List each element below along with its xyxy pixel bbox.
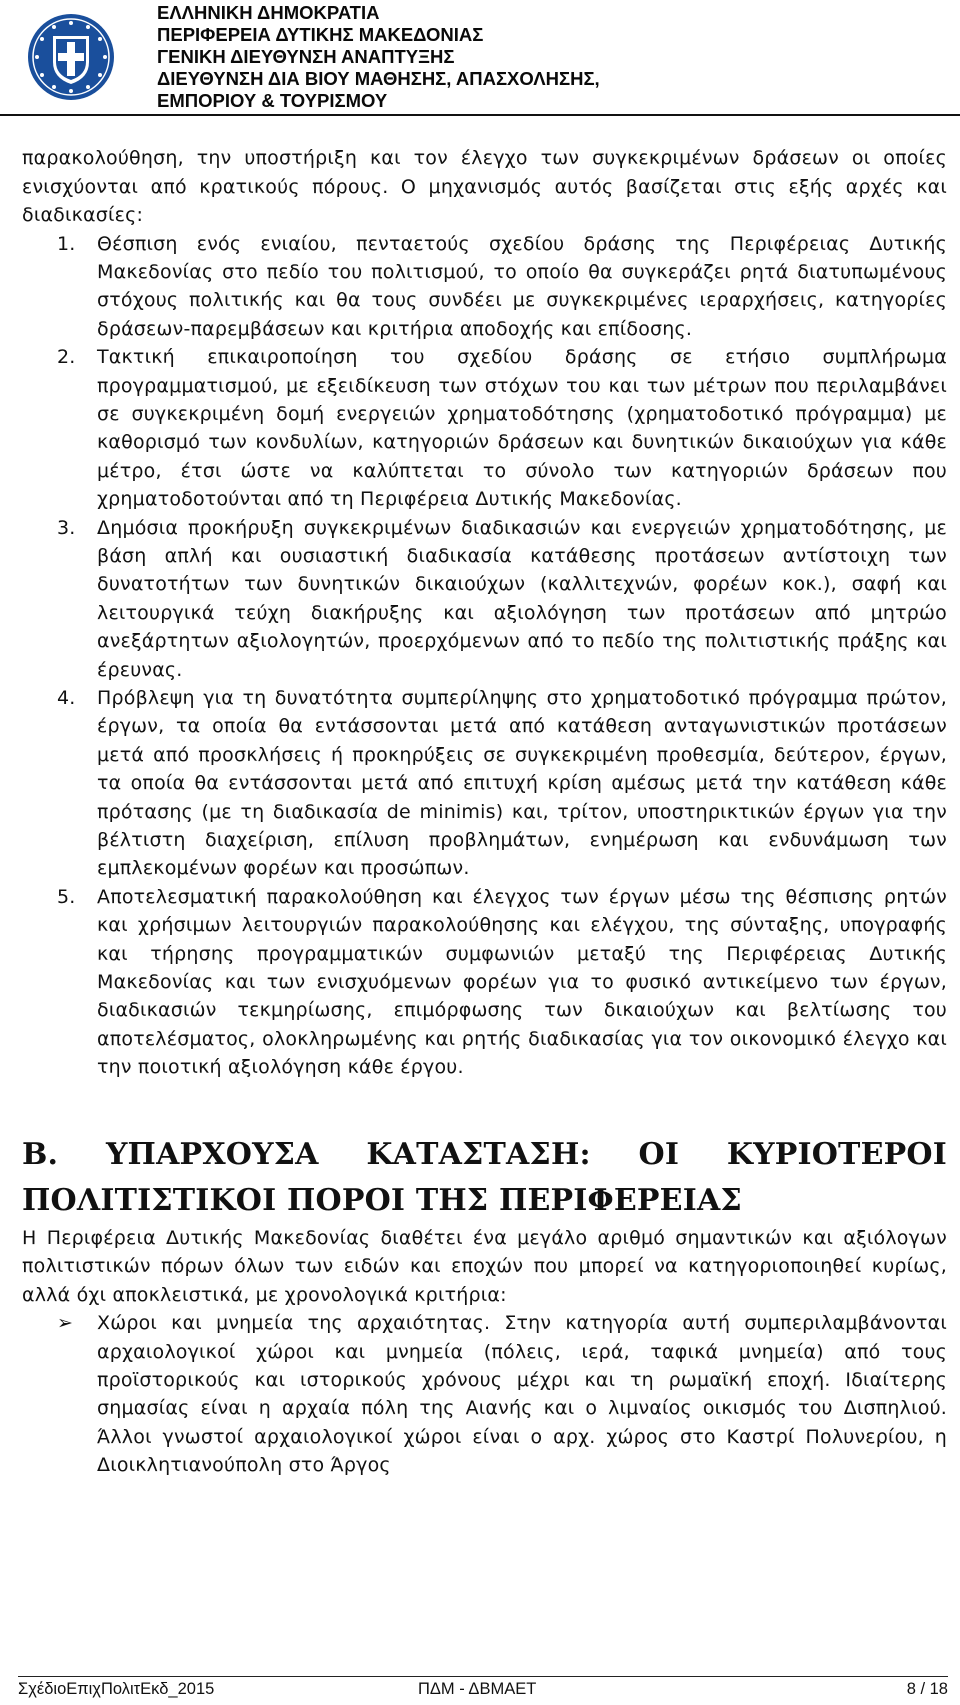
header-divider (0, 114, 960, 116)
greek-emblem-icon (26, 12, 116, 102)
list-item (22, 1309, 947, 1479)
list-item-text: Χώροι και μνημεία της αρχαιότητας. Στην κατηγορία αυτή συμπεριλαμβάνονται αρχαιολογικοί χώροι και μνημεία (πόλεις, ιερά, ταφικά μνημεία) από τους προϊστορικούς και ιστορικούς χρόνους μέχρι και τη ρωμαϊκή εποχή. Ιδιαίτερης σημασίας είναι η αρχαία πόλη της Αιανής και ο λιμναίος οικισμός του Δισπηλιού. Άλλοι γνωστοί αρχαιολογικοί χώροι είναι ο αρχ. χώρος στο Καστρί Πολυνερίου, η Διοικλητιανούπολη στο Άργος (97, 1312, 947, 1477)
list-item (22, 883, 947, 1082)
header-line: ΓΕΝΙΚΗ ΔΙΕΥΘΥΝΣΗ ΑΝΑΠΤΥΞΗΣ (157, 46, 455, 67)
footer-page-number: 8 / 18 (906, 1680, 948, 1698)
section-heading (22, 1132, 947, 1224)
list-number: 3. (57, 516, 76, 539)
list-item-text: Θέσπιση ενός ενιαίου, πενταετούς σχεδίου δράσης της Περιφέρειας Δυτικής Μακεδονίας στο πεδίο του πολιτισμού, το οποίο θα συγκεράζει ρητά διατυπωμένους στόχους πολιτικής και θα τους συνδέει με συγκεκριμένες ιεραρχήσεις, κατηγορίες δράσεων-παρεμβάσεων και κριτήρια αποδοχής και επίδοσης. (97, 232, 947, 340)
footer-department: ΠΔΜ - ΔΒΜΑΕΤ (418, 1680, 537, 1698)
list-number: 5. (57, 885, 76, 908)
heading-word: ΚΥΡΙΟΤΕΡΟΙ (726, 1136, 947, 1172)
list-item-text: Δημόσια προκήρυξη συγκεκριμένων διαδικασιών και ενεργειών χρηματοδότησης, με βάση απλή και ουσιαστική διαδικασία κατάθεσης προτάσεων αντίστοιχη των δυνατοτήτων των δυνητικών δικαιούχων (καλλιτεχνών, φορέων κοκ.), σαφή και λειτουργικά τεύχη διακήρυξης και αξιολόγηση των προτάσεων από μητρώο ανεξάρτητων αξιολογητών, προερχόμενων από το πεδίο της πολιτιστικής πράξης και έρευνας. (97, 516, 947, 681)
heading-word: B. (22, 1136, 59, 1172)
list-item (22, 514, 947, 684)
page-header (0, 0, 960, 116)
section-intro-paragraph: Η Περιφέρεια Δυτικής Μακεδονίας διαθέτει ένα μεγάλο αριθμό σημαντικών και αξιόλογων πολιτιστικών πόρων όλων των ειδών και εποχών που μπορεί να κατηγοριοποιηθεί κυρίως, αλλά όχι αποκλειστικά, με χρονολογικά κριτήρια: (22, 1226, 947, 1306)
arrow-bullet-icon: ➢ (57, 1312, 74, 1335)
bullet-list (22, 1309, 947, 1479)
header-line: ΔΙΕΥΘΥΝΣΗ ΔΙΑ ΒΙΟΥ ΜΑΘΗΣΗΣ, ΑΠΑΣΧΟΛΗΣΗΣ, (157, 68, 600, 89)
list-item (22, 684, 947, 883)
heading-word: ΚΑΤΑΣΤΑΣΗ: (366, 1136, 591, 1172)
list-item-text: Τακτική επικαιροποίηση του σχεδίου δράσης σε ετήσιο συμπλήρωμα προγραμματισμού, με εξειδίκευση των στόχων του και των μέτρων που περιλαμβάνει σε συγκεκριμένη δομή ενεργειών χρηματοδότησης (χρηματοδοτικό πρόγραμμα) με καθορισμό των κονδυλίων, κατηγοριών δράσεων και δυνητικών δικαιούχων για κάθε μέτρο, έτσι ώστε να καλύπτεται το σύνολο των κατηγοριών δράσεων που χρηματοδοτούνται από τη Περιφέρεια Δυτικής Μακεδονίας. (97, 346, 947, 511)
heading-word: ΥΠΑΡΧΟΥΣΑ (105, 1136, 319, 1172)
header-line: ΕΛΛΗΝΙΚΗ ΔΗΜΟΚΡΑΤΙΑ (157, 2, 380, 23)
list-number: 2. (57, 346, 76, 369)
list-item (22, 230, 947, 344)
list-item-text: Αποτελεσματική παρακολούθηση και έλεγχος των έργων μέσω της θέσπισης ρητών και χρήσιμων λειτουργιών παρακολούθησης και ελέγχου, της σύνταξης, υπογραφής και τήρησης προγραμματικών συμφωνιών μεταξύ της Περιφέρειας Δυτικής Μακεδονίας και των ενισχυόμενων φορέων για το φυσικό αντικείμενο των έργων, διαδικασιών τεκμηρίωσης, επιμόρφωσης των δικαιούχων και βελτίωσης του αποτελέσματος, ολοκληρωμένης και ρητής διαδικασίας για τον οικονομικό έλεγχο και την ποιοτική αξιολόγηση κάθε έργου. (97, 885, 947, 1079)
list-number: 4. (57, 687, 76, 709)
header-title-block (157, 2, 600, 112)
document-body (22, 144, 947, 1480)
list-number: 1. (57, 232, 76, 255)
list-item (22, 343, 947, 513)
page-footer (18, 1680, 948, 1702)
header-line: ΠΕΡΙΦΕΡΕΙΑ ΔΥΤΙΚΗΣ ΜΑΚΕΔΟΝΙΑΣ (157, 24, 484, 45)
heading-line-2: ΠΟΛΙΤΙΣΤΙΚΟΙ ΠΟΡΟΙ ΤΗΣ ΠΕΡΙΦΕΡΕΙΑΣ (22, 1182, 742, 1218)
footer-doc-name: ΣχέδιοΕπιχΠολιτΕκδ_2015 (18, 1680, 215, 1698)
numbered-list (22, 230, 947, 1082)
header-line: ΕΜΠΟΡΙΟΥ & ΤΟΥΡΙΣΜΟΥ (157, 90, 388, 111)
intro-paragraph: παρακολούθηση, την υποστήριξη και τον έλεγχο των συγκεκριμένων δράσεων οι οποίες ενισχύονται από κρατικούς πόρους. Ο μηχανισμός αυτός βασίζεται στις εξής αρχές και διαδικασίες: (22, 147, 947, 226)
footer-divider (18, 1676, 948, 1677)
heading-word: ΟΙ (638, 1136, 680, 1172)
list-item-text: Πρόβλεψη για τη δυνατότητα συμπερίληψης στο χρηματοδοτικό πρόγραμμα πρώτον, έργων, τα οποία θα εντάσσονται μετά από κατάθεση ανταγωνιστικών προτάσεων μετά από προσκλήσεις ή προκηρύξεις σε συγκεκριμένη προθεσμία, δεύτερον, έργων, τα οποία θα εντάσσονται μετά από επιτυχή κρίση αμέσως μετά την κατάθεση κάθε πρότασης (με τη διαδικασία de minimis) και, τρίτον, υποστηρικτικών έργων για την βέλτιστη διαχείριση, επίλυση προβλημάτων, ενημέρωση και ενδυνάμωση των εμπλεκομένων φορέων και προσώπων. (97, 687, 947, 880)
